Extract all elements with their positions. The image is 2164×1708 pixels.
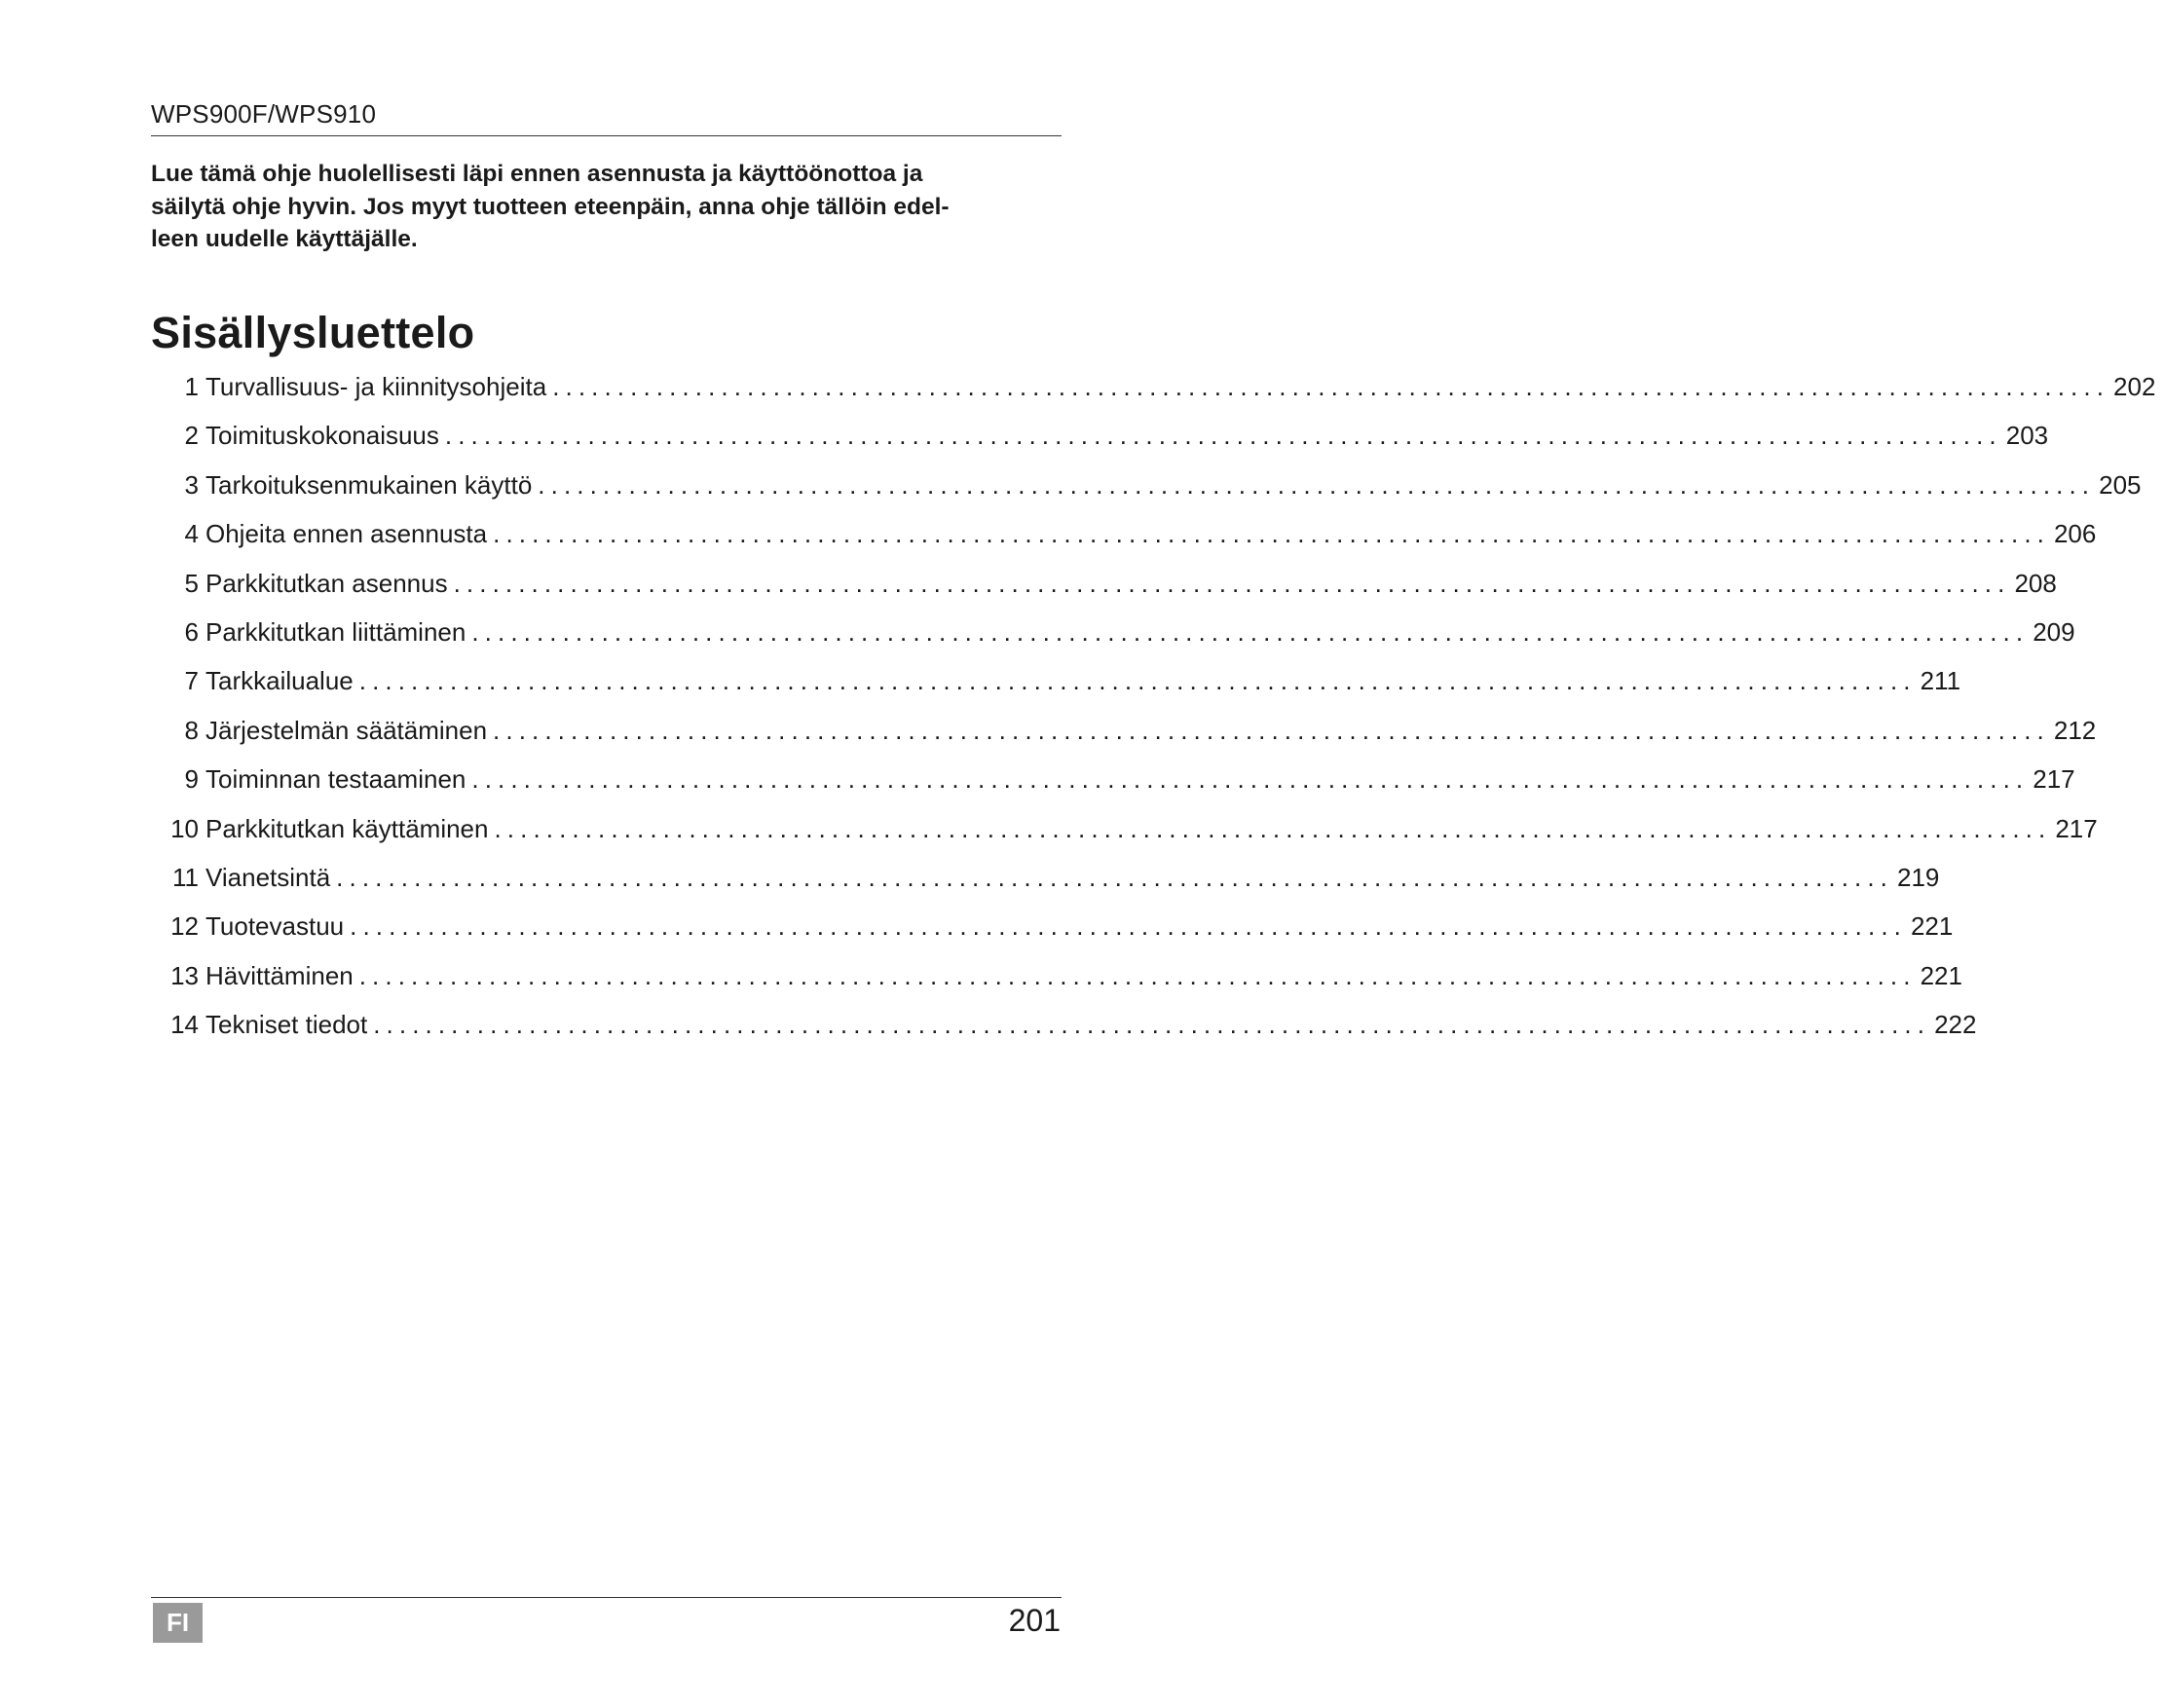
toc-leader-dots: ........................................................................................................................ <box>444 421 2002 451</box>
toc-leader-dots: ........................................................................................................................ <box>453 568 2011 598</box>
toc-entry-page: 221 <box>1920 960 1962 990</box>
toc-entry-page: 219 <box>1897 862 1940 892</box>
toc-leader-dots: ........................................................................................................................ <box>494 813 2052 843</box>
header-divider <box>151 135 1062 136</box>
toc-entry-number: 14 <box>170 1010 199 1040</box>
toc-entry-label: Järjestelmän säätäminen <box>205 715 488 745</box>
toc-entry-number: 3 <box>184 469 199 500</box>
toc-leader-dots: ........................................................................................................................ <box>471 616 2030 647</box>
toc-entry-label: Tarkkailualue <box>205 666 354 696</box>
toc-entry[interactable] <box>156 1010 1977 1058</box>
toc-entry-number: 7 <box>184 666 199 696</box>
toc-entry-page: 205 <box>2099 469 2142 500</box>
toc-entry-number: 9 <box>184 764 199 795</box>
toc-leader-dots: ........................................................................................................................ <box>552 372 2110 401</box>
toc-entry-number: 11 <box>172 862 199 892</box>
toc-entry-number: 10 <box>170 813 199 843</box>
toc-leader-dots: ........................................................................................................................ <box>358 960 1917 990</box>
toc-entry-label: Parkkitutkan käyttäminen <box>205 813 489 843</box>
toc-entry-label: Toiminnan testaaminen <box>205 764 466 795</box>
intro-line: leen uudelle käyttäjälle. <box>151 226 418 252</box>
toc-entry-page: 209 <box>2033 616 2075 647</box>
toc-entry[interactable] <box>156 911 1954 960</box>
toc-leader-dots: ........................................................................................................................ <box>493 715 2050 745</box>
toc-entry[interactable] <box>156 960 1962 1010</box>
toc-entry[interactable] <box>156 421 2049 469</box>
toc-entry[interactable] <box>156 813 2098 863</box>
toc-leader-dots: ........................................................................................................................ <box>336 862 1894 892</box>
footer-divider <box>151 1597 1062 1598</box>
toc-entry-number: 2 <box>184 421 199 451</box>
intro-notice <box>151 158 1066 256</box>
toc-entry-label: Hävittäminen <box>205 960 354 990</box>
toc-leader-dots: ........................................................................................................................ <box>493 519 2050 549</box>
toc-entry[interactable] <box>156 862 1940 911</box>
toc-entry-label: Parkkitutkan liittäminen <box>205 616 466 647</box>
toc-entry[interactable] <box>156 469 2142 519</box>
toc-entry-page: 208 <box>2014 568 2057 598</box>
intro-line: säilytä ohje hyvin. Jos myyt tuotteen eteenpäin, anna ohje tällöin edel- <box>151 193 950 220</box>
toc-entry-label: Vianetsintä <box>205 862 331 892</box>
toc-entry[interactable] <box>156 666 1961 715</box>
toc-entry-page: 217 <box>2055 813 2098 843</box>
toc-entry-label: Tekniset tiedot <box>205 1010 368 1040</box>
toc-entry-label: Parkkitutkan asennus <box>205 568 448 598</box>
toc-entry-page: 211 <box>1920 666 1961 696</box>
toc-entry[interactable] <box>156 715 2097 764</box>
toc-entry-page: 206 <box>2053 519 2097 549</box>
toc-leader-dots: ........................................................................................................................ <box>538 469 2096 500</box>
toc-entry[interactable] <box>156 764 2075 813</box>
intro-line: Lue tämä ohje huolellisesti läpi ennen asennusta ja käyttöönottoa ja <box>151 161 923 187</box>
toc-entry[interactable] <box>156 616 2075 666</box>
toc-entry-page: 212 <box>2053 715 2097 745</box>
page-number: 201 <box>1008 1603 1061 1638</box>
toc-entry-page: 221 <box>1910 911 1954 942</box>
toc-entry-label: Turvallisuus- ja kiinnitysohjeita <box>205 372 547 401</box>
toc-entry-number: 8 <box>184 715 199 745</box>
toc-leader-dots: ........................................................................................................................ <box>358 666 1917 696</box>
toc-entry[interactable] <box>156 372 2156 421</box>
toc-entry-label: Tuotevastuu <box>205 911 345 942</box>
toc-entry-number: 5 <box>184 568 199 598</box>
toc-leader-dots: ........................................................................................................................ <box>471 764 2030 795</box>
toc-entry-label: Tarkoituksenmukainen käyttö <box>205 469 533 500</box>
toc-entry-page: 222 <box>1934 1010 1977 1040</box>
toc-leader-dots: ........................................................................................................................ <box>350 911 1907 942</box>
toc-entry-page: 202 <box>2113 372 2156 401</box>
toc-entry-number: 6 <box>184 616 199 647</box>
toc-title: Sisällysluettelo <box>151 308 475 357</box>
toc-leader-dots: ........................................................................................................................ <box>373 1010 1931 1040</box>
toc-entry-label: Toimituskokonaisuus <box>205 421 439 451</box>
table-of-contents <box>156 372 2156 1058</box>
toc-entry-number: 4 <box>184 519 199 549</box>
toc-entry-label: Ohjeita ennen asennusta <box>205 519 488 549</box>
toc-entry[interactable] <box>156 519 2097 568</box>
toc-entry-number: 1 <box>184 372 199 401</box>
toc-entry-number: 12 <box>170 911 199 942</box>
toc-entry-page: 203 <box>2005 421 2049 451</box>
header-model: WPS900F/WPS910 <box>151 99 377 129</box>
language-badge: FI <box>153 1603 203 1643</box>
toc-entry-number: 13 <box>170 960 199 990</box>
toc-entry-page: 217 <box>2033 764 2075 795</box>
toc-entry[interactable] <box>156 568 2057 617</box>
